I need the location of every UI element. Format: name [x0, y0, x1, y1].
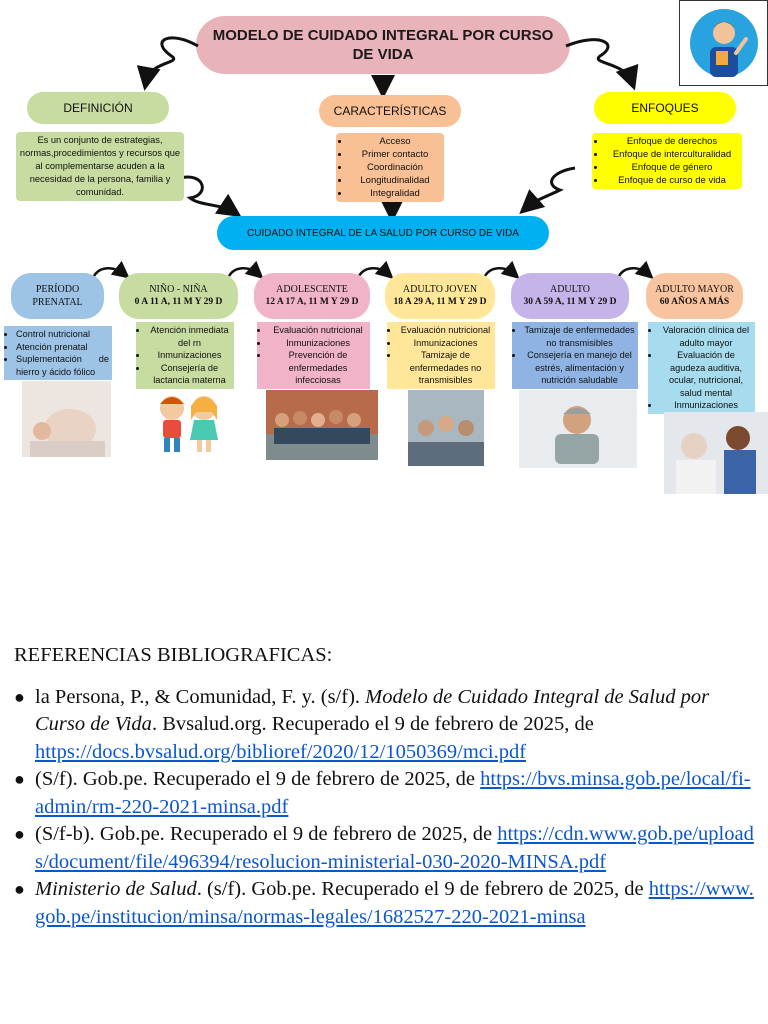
reference-item: ● la Persona, P., & Comunidad, F. y. (s/f). Modelo de Cuidado Integral de Salud por Curso de Vida. Bvsalud.org. Recuperado el 9 de febrero de 2025, de https://docs.bvsalud.org/biblioref/2020/12/1050369/mci.pdf: [14, 684, 759, 767]
list-item: • Enfoque de interculturalidad: [606, 148, 738, 161]
list-item: • Control nutricional: [16, 328, 109, 341]
stage-age: 60 AÑOS A MÁS: [659, 297, 730, 307]
reference-link[interactable]: https://docs.bvsalud.org/biblioref/2020/12/1050369/mci.pdf: [35, 740, 527, 763]
elderly-care-photo: [664, 412, 768, 494]
references-heading: REFERENCIAS BIBLIOGRAFICAS:: [14, 644, 333, 666]
stage-adolescente: [254, 273, 370, 319]
stage-age: PRENATAL: [32, 297, 83, 308]
list-item: • Integralidad: [350, 187, 440, 200]
reference-link[interactable]: https://cdn.www.gob.pe/uploads/document/file/496394/resolucion-ministerial-030-2020-MINSA.pdf: [35, 823, 754, 873]
list-item: • Prevención de enfermedades infecciosas: [269, 349, 367, 387]
reference-item: ● (S/f-b). Gob.pe. Recuperado el 9 de febrero de 2025, de https://cdn.www.gob.pe/uploads/document/file/496394/resolucion-ministerial-030-2020-MINSA.pdf: [14, 821, 759, 876]
stage-adulto-joven-list: [387, 322, 495, 389]
list-item: • Enfoque de curso de vida: [606, 174, 738, 187]
adult-man-photo: [519, 390, 637, 468]
list-item: • Longitudinalidad: [350, 174, 440, 187]
children-illustration: [148, 390, 228, 456]
list-item: • Enfoque de género: [606, 161, 738, 174]
list-item: • Tamizaje de enfermedades no transmisibles: [399, 349, 492, 387]
stage-age: 12 A 17 A, 11 M Y 29 D: [265, 297, 359, 307]
teenagers-photo: [266, 390, 378, 460]
list-item: • Acceso: [350, 135, 440, 148]
stage-name: ADULTO MAYOR: [655, 284, 734, 295]
list-item: • Inmunizaciones: [399, 337, 492, 350]
stage-name: PERÍODO: [35, 284, 80, 295]
list-item: • Atención prenatal: [16, 341, 109, 354]
title-line-1: MODELO DE CUIDADO INTEGRAL POR CURSO: [212, 27, 554, 44]
stage-adolescente-list: [257, 322, 370, 389]
list-item: • Inmunizaciones: [660, 399, 752, 412]
reference-link[interactable]: https://bvs.minsa.gob.pe/local/fi-admin/rm-220-2021-minsa.pdf: [35, 768, 751, 818]
list-item: • Inmunizaciones: [269, 337, 367, 350]
stage-adulto-joven: [385, 273, 495, 319]
pregnant-woman-photo: [22, 381, 111, 457]
stage-name: ADULTO JOVEN: [402, 284, 478, 295]
list-item: • Valoración clínica del adulto mayor: [660, 324, 752, 349]
stage-adulto-mayor: [646, 273, 743, 319]
stage-adulto-mayor-list: [648, 322, 755, 414]
reference-link[interactable]: https://www.gob.pe/institucion/minsa/normas-legales/1682527-220-2021-minsa: [35, 878, 754, 928]
list-item: • Suplementación de hierro y ácido fólico: [16, 353, 109, 378]
references: [14, 642, 759, 931]
stage-age: 18 A 29 A, 11 M Y 29 D: [393, 297, 487, 307]
stage-age: 0 A 11 A, 11 M Y 29 D: [134, 297, 223, 307]
caracteristicas-label: CARACTERÍSTICAS: [319, 95, 461, 127]
stage-adulto: [511, 273, 629, 319]
reference-item: ● Ministerio de Salud. (s/f). Gob.pe. Recuperado el 9 de febrero de 2025, de https://www.gob.pe/institucion/minsa/normas-legales/1682527-220-2021-minsa: [14, 876, 759, 931]
stage-nino-list: [136, 322, 234, 389]
list-item: • Enfoque de derechos: [606, 135, 738, 148]
stage-nino: [119, 273, 238, 319]
list-item: • Atención inmediata del rn: [148, 324, 231, 349]
stage-name: ADOLESCENTE: [276, 284, 348, 295]
list-item: • Consejería de lactancia materna: [148, 362, 231, 387]
title-line-2: DE VIDA: [352, 46, 414, 63]
list-item: • Tamizaje de enfermedades no transmisibles: [524, 324, 635, 349]
stage-adulto-list: [512, 322, 638, 389]
stage-prenatal-list: [4, 326, 112, 380]
list-item: • Evaluación nutricional: [269, 324, 367, 337]
list-item: • Evaluación nutricional: [399, 324, 492, 337]
young-adults-photo: [408, 390, 484, 466]
stage-age: 30 A 59 A, 11 M Y 29 D: [523, 297, 617, 307]
stage-arrows: [0, 0, 768, 300]
definicion-label: DEFINICIÓN: [27, 92, 169, 124]
reference-item: ● (S/f). Gob.pe. Recuperado el 9 de febrero de 2025, de https://bvs.minsa.gob.pe/local/fi-admin/rm-220-2021-minsa.pdf: [14, 766, 759, 821]
stage-name: ADULTO: [549, 284, 590, 295]
list-item: • Primer contacto: [350, 148, 440, 161]
enfoques-label: ENFOQUES: [594, 92, 736, 124]
definicion-text: Es un conjunto de estrategias, normas,procedimientos y recursos que al complementarse acuden a la necesidad de la persona, familia y comunidad.: [16, 132, 184, 201]
center-label: CUIDADO INTEGRAL DE LA SALUD POR CURSO DE VIDA: [217, 216, 549, 250]
list-item: • Inmunizaciones: [148, 349, 231, 362]
list-item: • Consejería en manejo del estrés, alimentación y nutrición saludable: [524, 349, 635, 387]
list-item: • Evaluación de agudeza auditiva, ocular, nutricional, salud mental: [660, 349, 752, 399]
stage-prenatal: [11, 273, 104, 319]
stage-name: NIÑO - NIÑA: [149, 284, 208, 295]
list-item: • Coordinación: [350, 161, 440, 174]
